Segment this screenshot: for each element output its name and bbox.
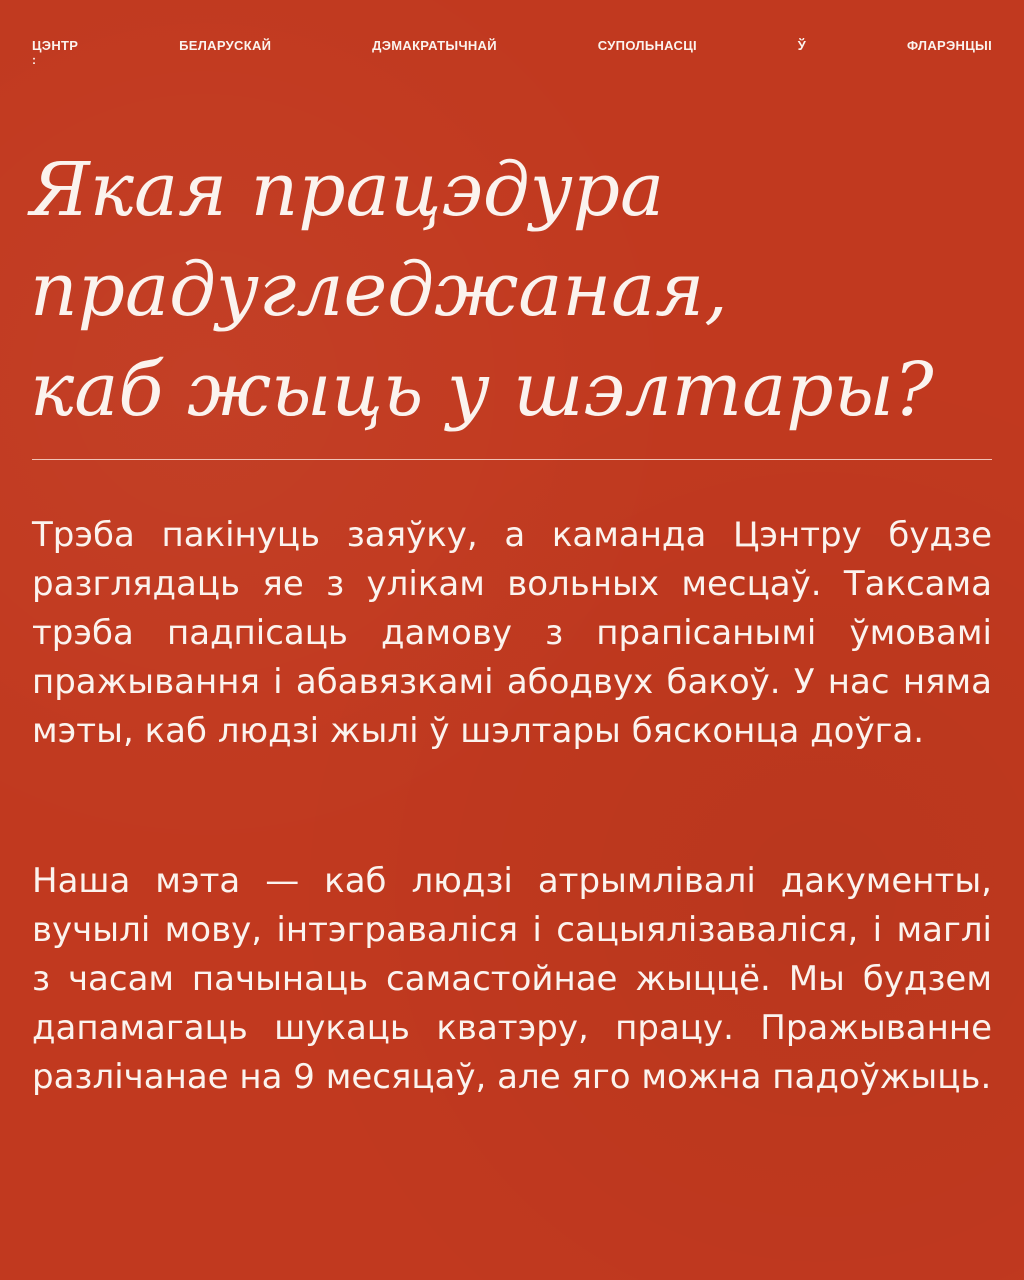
header-word-1-text: ЦЭНТР (32, 38, 79, 53)
title-divider (32, 459, 992, 460)
header-word-4: СУПОЛЬНАСЦІ (597, 38, 697, 53)
page-title (30, 140, 980, 440)
header-colon: : (32, 53, 37, 67)
header-word-2: БЕЛАРУСКАЙ (179, 38, 272, 53)
header-word-3: ДЭМАКРАТЫЧНАЙ (372, 38, 497, 53)
title-line-2: прадугледжаная, (30, 247, 728, 333)
header-word-6: ФЛАРЭНЦЫІ (907, 38, 992, 53)
body-paragraph-1: Трэба пакінуць заяўку, а каманда Цэнтру будзе разглядаць яе з улікам вольных месцаў. Таксама трэба падпісаць дамову з прапісанымі ўмовамі пражывання і абавязкамі абодвух бакоў. У нас няма мэты, каб людзі жылі ў шэлтары бясконца доўга. (32, 515, 992, 751)
title-line-1: Якая працэдура (30, 147, 665, 233)
body-paragraph-2: Наша мэта — каб людзі атрымлівалі дакументы, вучылі мову, інтэграваліся і сацыялізаваліся, і маглі з часам пачынаць самастойнае жыццё. Мы будзем дапамагаць шукаць кватэру, працу. Пражыванне разлічанае на 9 месяцаў, але яго можна падоўжыць. (32, 861, 992, 1097)
title-line-3: каб жыць у шэлтары? (30, 347, 934, 433)
header-word-1 (32, 38, 79, 67)
organization-header (32, 38, 992, 67)
header-word-5: Ў (797, 38, 807, 53)
